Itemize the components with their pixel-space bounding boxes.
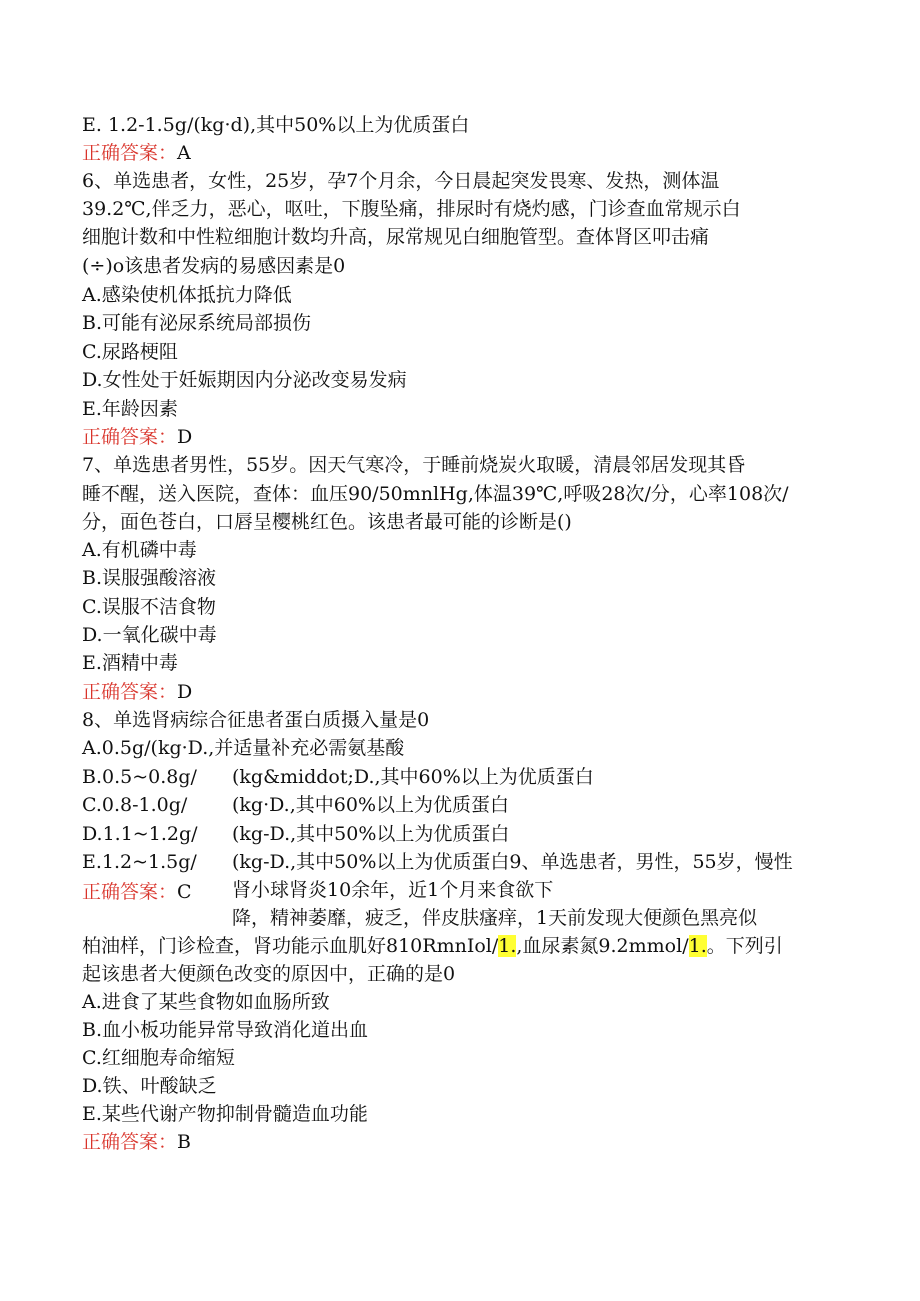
option-line: B.误服强酸溶液	[82, 567, 217, 589]
answer-label: 正确答案：	[82, 681, 178, 703]
question-text: 6、单选患者，女性，25岁，孕7个月余，今日晨起突发畏寒、发热，测体温	[82, 170, 720, 192]
answer-label: 正确答案：	[82, 142, 178, 164]
option-line: B.可能有泌尿系统局部损伤	[82, 312, 312, 334]
option-text: (kg&middot;D.,其中60%以上为优质蛋白	[232, 766, 594, 788]
option-line: C.误服不洁食物	[82, 596, 216, 618]
option-line	[82, 763, 594, 791]
question-text	[82, 932, 783, 960]
question-text: 睡不醒，送入医院，查体：血压90/50mnlHg,体温39℃,呼吸28次/分，心率108次/	[82, 483, 789, 505]
option-line: A.感染使机体抵抗力降低	[82, 284, 292, 306]
highlight-mark: 1.	[688, 935, 707, 957]
question-text: 降，精神萎靡，疲乏，伴皮肤瘙痒，1天前发现大便颜色黑亮似	[232, 907, 758, 929]
option-line: E.酒精中毒	[82, 652, 178, 674]
correct-answer	[82, 878, 192, 906]
answer-label: 正确答案：	[82, 881, 178, 903]
option-line: D.一氧化碳中毒	[82, 624, 217, 646]
option-label: D.1.1~1.2g/	[82, 823, 198, 845]
question-text: 起该患者大便颜色改变的原因中，正确的是0	[82, 963, 456, 985]
correct-answer	[82, 423, 192, 451]
answer-value: D	[177, 426, 193, 448]
correct-answer	[82, 678, 192, 706]
option-label: E.1.2~1.5g/	[82, 851, 197, 873]
question-text: 7、单选患者男性，55岁。因天气寒冷，于睡前烧炭火取暖，清晨邻居发现其昏	[82, 454, 746, 476]
answer-label: 正确答案：	[82, 426, 178, 448]
correct-answer	[82, 139, 191, 167]
option-line: D.铁、叶酸缺乏	[82, 1075, 217, 1097]
option-line: A.进食了某些食物如血肠所致	[82, 991, 330, 1013]
answer-value: C	[177, 881, 192, 903]
option-line: B.血小板功能异常导致消化道出血	[82, 1019, 369, 1041]
question-text: 肾小球肾炎10余年，近1个月来食欲下	[232, 879, 554, 901]
option-label: B.0.5~0.8g/	[82, 766, 197, 788]
question-text: (÷)o该患者发病的易感因素是0	[82, 255, 346, 277]
answer-value: D	[177, 681, 193, 703]
question-text: 8、单选肾病综合征患者蛋白质摄入量是0	[82, 709, 430, 731]
option-line: E. 1.2-1.5g/(kg·d),其中50%以上为优质蛋白	[82, 114, 470, 136]
option-line	[82, 791, 509, 819]
text-segment: ,血尿素氮9.2mmol/	[516, 935, 689, 957]
option-text: (kg-D.,其中50%以上为优质蛋白	[232, 823, 510, 845]
correct-answer	[82, 1128, 191, 1156]
text-segment: 柏油样，门诊检查，肾功能示血肌好810RmnIol/	[82, 935, 499, 957]
option-text: (kg·D.,其中60%以上为优质蛋白	[232, 794, 509, 816]
option-line	[82, 848, 793, 876]
option-line: E.某些代谢产物抑制骨髓造血功能	[82, 1103, 368, 1125]
question-text: 分，面色苍白，口唇呈樱桃红色。该患者最可能的诊断是()	[82, 511, 572, 533]
option-line: C.尿路梗阻	[82, 341, 178, 363]
answer-value: B	[177, 1131, 191, 1153]
question-text: 细胞计数和中性粒细胞计数均升高，尿常规见白细胞管型。查体肾区叩击痛	[82, 226, 710, 248]
option-line: E.年龄因素	[82, 398, 178, 420]
option-line: A.有机磷中毒	[82, 539, 197, 561]
answer-label: 正确答案：	[82, 1131, 178, 1153]
answer-value: A	[177, 142, 191, 164]
question-text: 39.2℃,伴乏力，恶心，呕吐，下腹坠痛，排尿时有烧灼感，门诊查血常规示白	[82, 198, 741, 220]
text-segment: 。下列引	[706, 935, 783, 957]
option-line: D.女性处于妊娠期因内分泌改变易发病	[82, 369, 407, 391]
highlight-mark: 1.	[498, 935, 517, 957]
option-line	[82, 820, 509, 848]
option-text: (kg-D.,其中50%以上为优质蛋白9、单选患者，男性，55岁，慢性	[232, 851, 793, 873]
option-label: C.0.8-1.0g/	[82, 794, 188, 816]
option-line: C.红细胞寿命缩短	[82, 1047, 235, 1069]
option-line: A.0.5g/(kg·D.,并适量补充必需氨基酸	[82, 737, 405, 759]
